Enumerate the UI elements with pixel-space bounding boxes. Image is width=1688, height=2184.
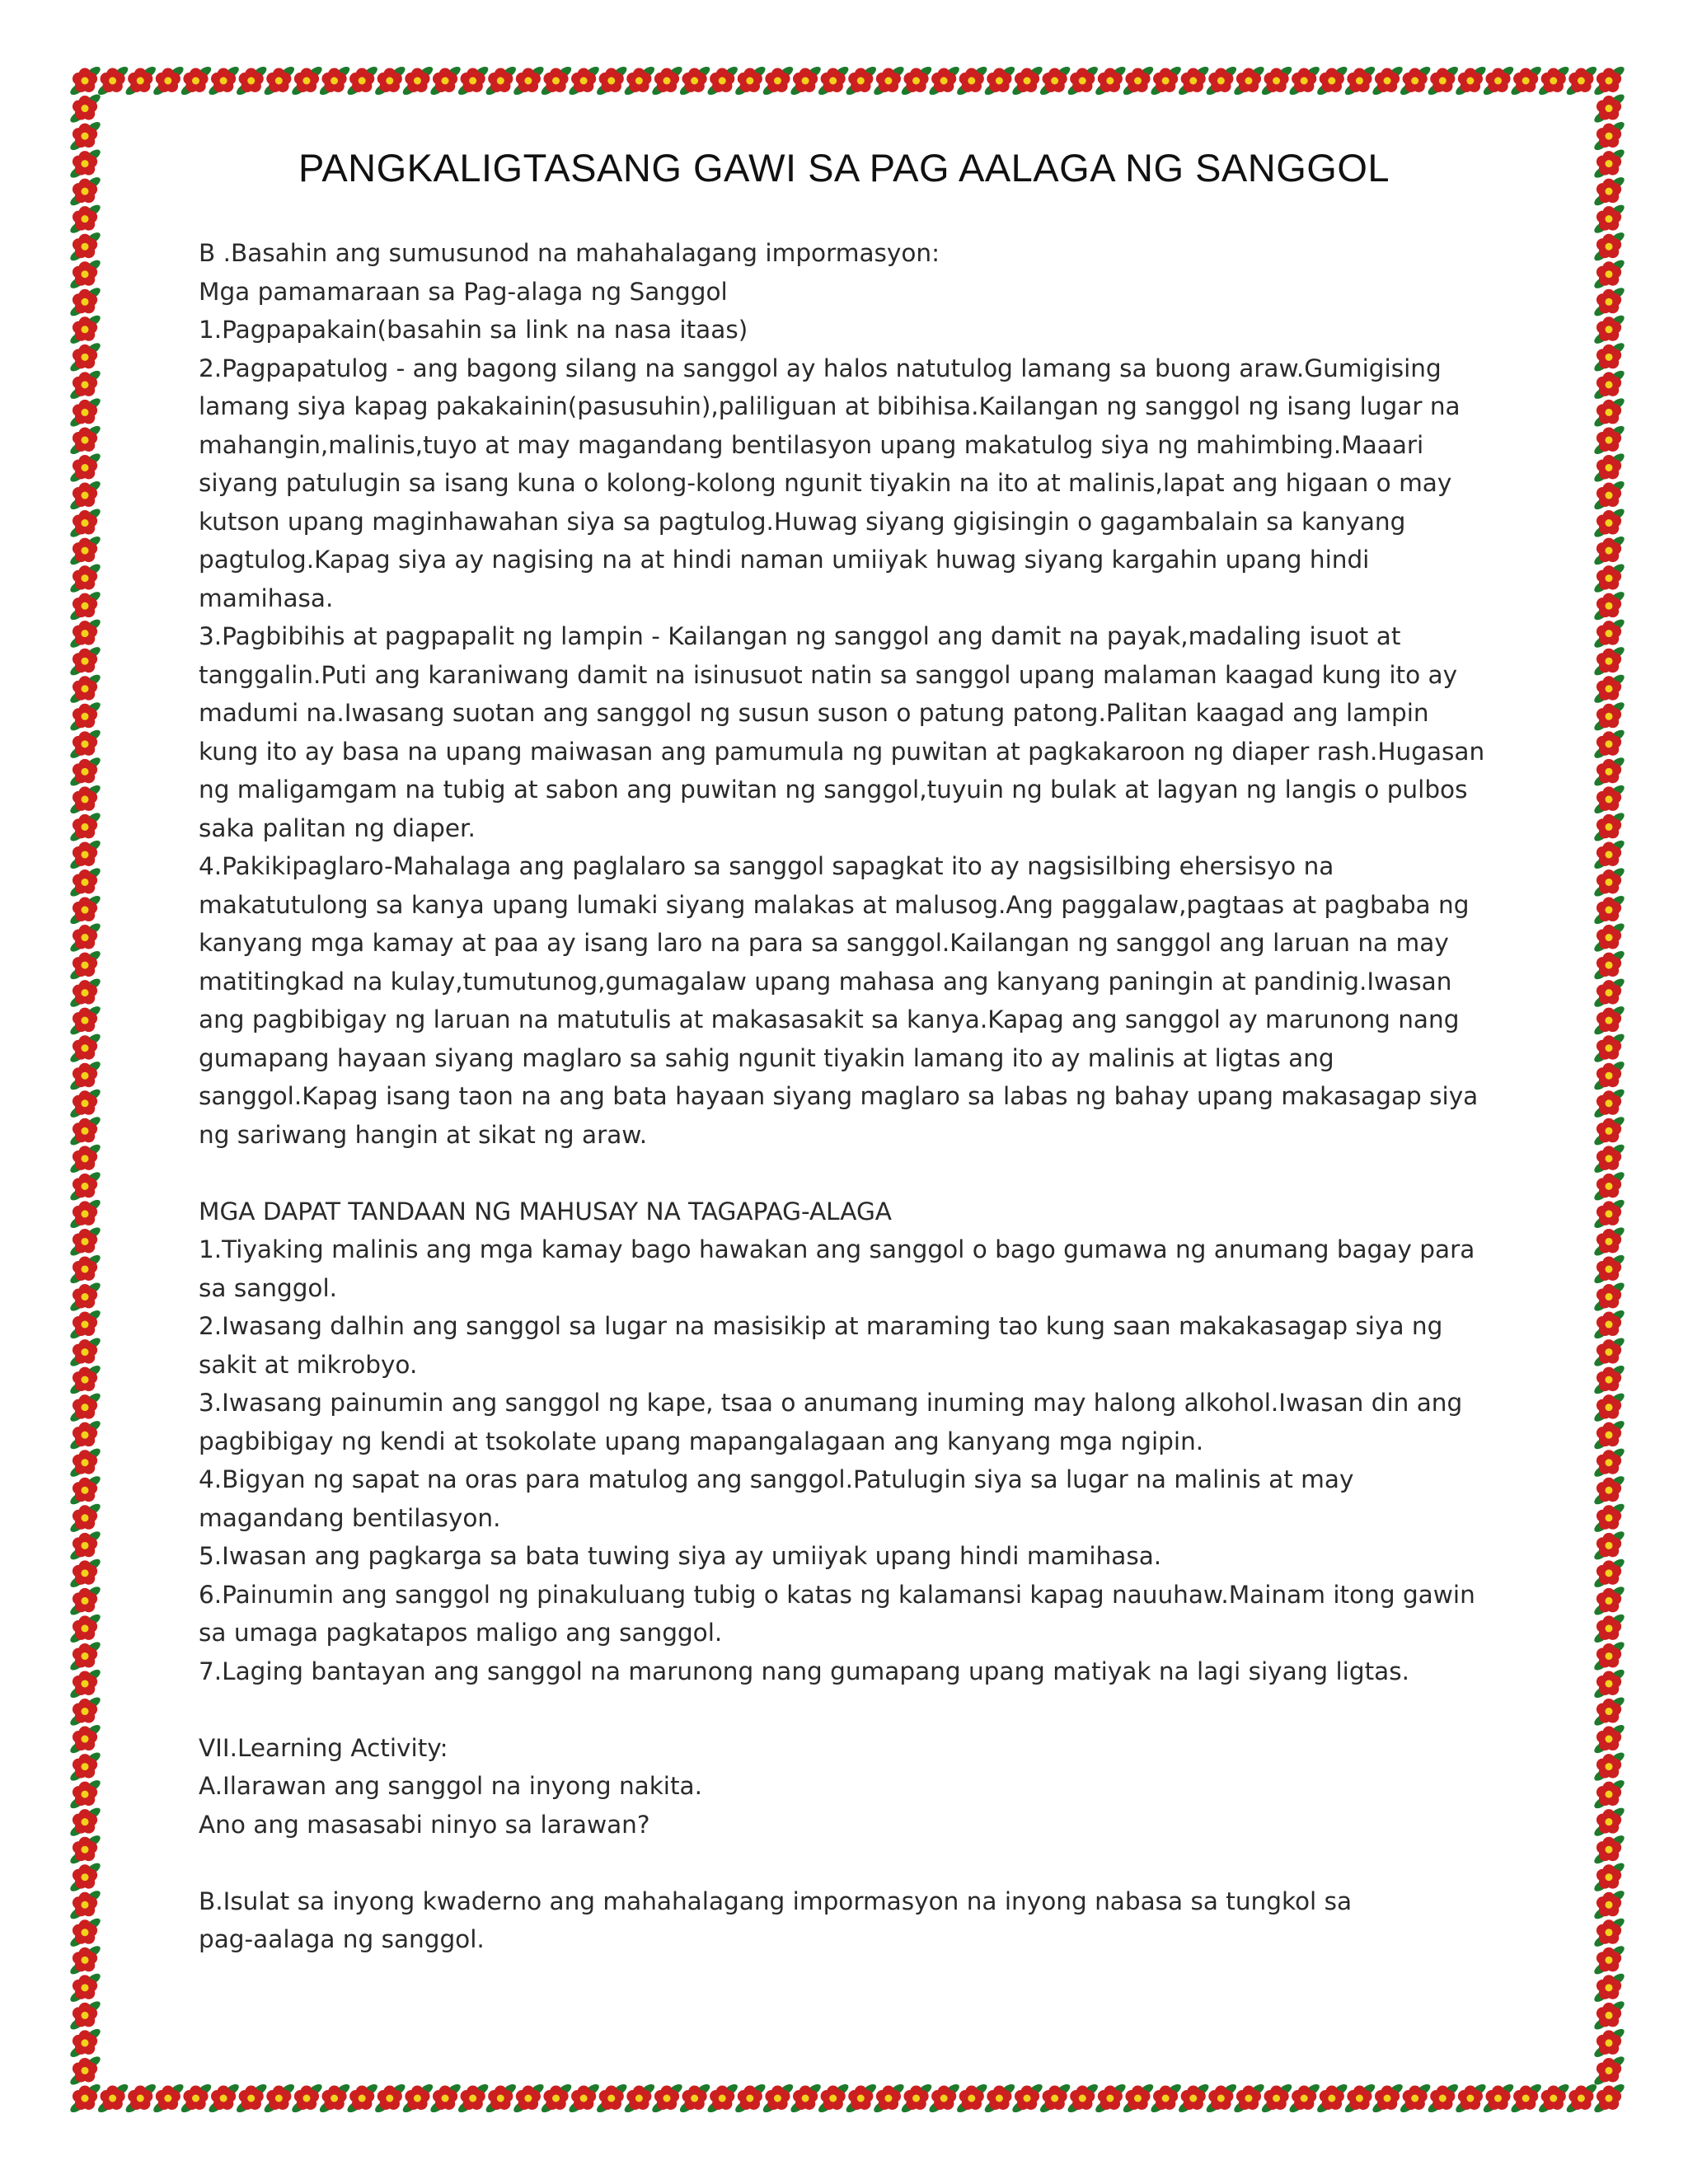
text-line: tanggalin.Puti ang karaniwang damit na isinusuot natin sa sanggol upang malaman kaagad kung ito ay bbox=[199, 660, 1458, 689]
text-line: 4.Bigyan ng sapat na oras para matulog ang sanggol.Patulugin siya sa lugar na malinis at may bbox=[199, 1465, 1354, 1493]
text-line: madumi na.Iwasang suotan ang sanggol ng susun suson o patung patong.Palitan kaagad ang lampin bbox=[199, 699, 1429, 727]
text-line: ng maligamgam na tubig at sabon ang puwitan ng sanggol,tuyuin ng bulak at lagyan ng langis o pulbos bbox=[199, 776, 1468, 804]
text-line: kung ito ay basa na upang maiwasan ang pamumula ng puwitan at pagkakaroon ng diaper rash.Hugasan bbox=[199, 737, 1485, 766]
text-line: sa umaga pagkatapos maligo ang sanggol. bbox=[199, 1619, 723, 1647]
text-line: matitingkad na kulay,tumutunog,gumagalaw upang mahasa ang kanyang paningin at pandinig.Iwasan bbox=[199, 967, 1452, 996]
blank-line bbox=[199, 1154, 1489, 1193]
text-line: mamihasa. bbox=[199, 583, 334, 612]
text-line: pagtulog.Kapag siya ay nagising na at hindi naman umiiyak huwag siyang kargahin upang hindi bbox=[199, 546, 1370, 574]
text-line: saka palitan ng diaper. bbox=[199, 813, 476, 842]
text-line: 6.Painumin ang sanggol ng pinakuluang tubig o katas ng kalamansi kapag nauuhaw.Mainam itong gawin bbox=[199, 1580, 1475, 1609]
text-line: 3.Pagbibihis at pagpapalit ng lampin - Kailangan ng sanggol ang damit na payak,madaling isuot at bbox=[199, 622, 1401, 650]
text-line: kanyang mga kamay at paa ay isang laro na para sa sanggol.Kailangan ng sanggol ang laruan na may bbox=[199, 929, 1449, 957]
blank-line bbox=[199, 1690, 1489, 1729]
text-line: 5.Iwasan ang pagkarga sa bata tuwing siya ay umiiyak upang hindi mamihasa. bbox=[199, 1542, 1162, 1570]
text-line: B.Isulat sa inyong kwaderno ang mahahalagang impormasyon na inyong nabasa sa tungkol sa bbox=[199, 1886, 1353, 1915]
text-line: 3.Iwasang painumin ang sanggol ng kape, tsaa o anumang inuming may halong alkohol.Iwasan din ang bbox=[199, 1389, 1463, 1417]
text-line: kutson upang maginhawahan siya sa pagtulog.Huwag siyang gigisingin o gagambalain sa kanyang bbox=[199, 507, 1406, 536]
text-line: Ano ang masasabi ninyo sa larawan? bbox=[199, 1810, 650, 1839]
blank-line bbox=[199, 1844, 1489, 1882]
document-body bbox=[199, 234, 1489, 1959]
text-line: MGA DAPAT TANDAAN NG MAHUSAY NA TAGAPAG-ALAGA bbox=[199, 1197, 892, 1226]
text-line: makatutulong sa kanya upang lumaki siyang malakas at malusog.Ang paggalaw,pagtaas at pagbaba ng bbox=[199, 890, 1470, 919]
text-line: mahangin,malinis,tuyo at may magandang bentilasyon upang makatulog siya ng mahimbing.Maaari bbox=[199, 430, 1424, 459]
text-line: pagbibigay ng kendi at tsokolate upang mapangalagaan ang kanyang mga ngipin. bbox=[199, 1427, 1204, 1455]
text-line: pag-aalaga ng sanggol. bbox=[199, 1925, 485, 1953]
text-line: 1.Tiyaking malinis ang mga kamay bago hawakan ang sanggol o bago gumawa ng anumang bagay para bbox=[199, 1235, 1475, 1263]
text-line: gumapang hayaan siyang maglaro sa sahig ngunit tiyakin lamang ito ay malinis at ligtas ang bbox=[199, 1043, 1334, 1072]
text-line: 4.Pakikipaglaro-Mahalaga ang paglalaro sa sanggol sapagkat ito ay nagsisilbing ehersisyo na bbox=[199, 852, 1334, 880]
text-line: A.Ilarawan ang sanggol na inyong nakita. bbox=[199, 1772, 703, 1800]
text-line: VII.Learning Activity: bbox=[199, 1733, 448, 1762]
text-line: 7.Laging bantayan ang sanggol na marunong nang gumapang upang matiyak na lagi siyang ligtas. bbox=[199, 1657, 1409, 1685]
text-line: 2.Iwasang dalhin ang sanggol sa lugar na masisikip at maraming tao kung saan makakasagap siya ng bbox=[199, 1312, 1443, 1340]
text-line: lamang siya kapag pakakainin(pasusuhin),paliliguan at bibihisa.Kailangan ng sanggol ng isang lugar na bbox=[199, 392, 1461, 420]
text-line: sanggol.Kapag isang taon na ang bata hayaan siyang maglaro sa labas ng bahay upang makasagap siya bbox=[199, 1082, 1479, 1110]
text-line: 2.Pagpapatulog - ang bagong silang na sanggol ay halos natutulog lamang sa buong araw.Gumigising bbox=[199, 354, 1442, 382]
text-line: sakit at mikrobyo. bbox=[199, 1350, 418, 1379]
text-line: B .Basahin ang sumusunod na mahahalagang impormasyon: bbox=[199, 239, 940, 267]
text-line: siyang patulugin sa isang kuna o kolong-kolong ngunit tiyakin na ito at malinis,lapat ang higaan o may bbox=[199, 469, 1452, 497]
text-line: ng sariwang hangin at sikat ng araw. bbox=[199, 1120, 648, 1149]
text-line: Mga pamamaraan sa Pag-alaga ng Sanggol bbox=[199, 277, 728, 306]
text-line: ang pagbibigay ng laruan na matutulis at makasasakit sa kanya.Kapag ang sanggol ay marunong nang bbox=[199, 1005, 1460, 1033]
text-line: 1.Pagpapakain(basahin sa link na nasa itaas) bbox=[199, 316, 748, 344]
text-line: sa sanggol. bbox=[199, 1273, 338, 1302]
text-line: magandang bentilasyon. bbox=[199, 1503, 501, 1532]
page-title: PANGKALIGTASANG GAWI SA PAG AALAGA NG SANGGOL bbox=[298, 146, 1390, 190]
